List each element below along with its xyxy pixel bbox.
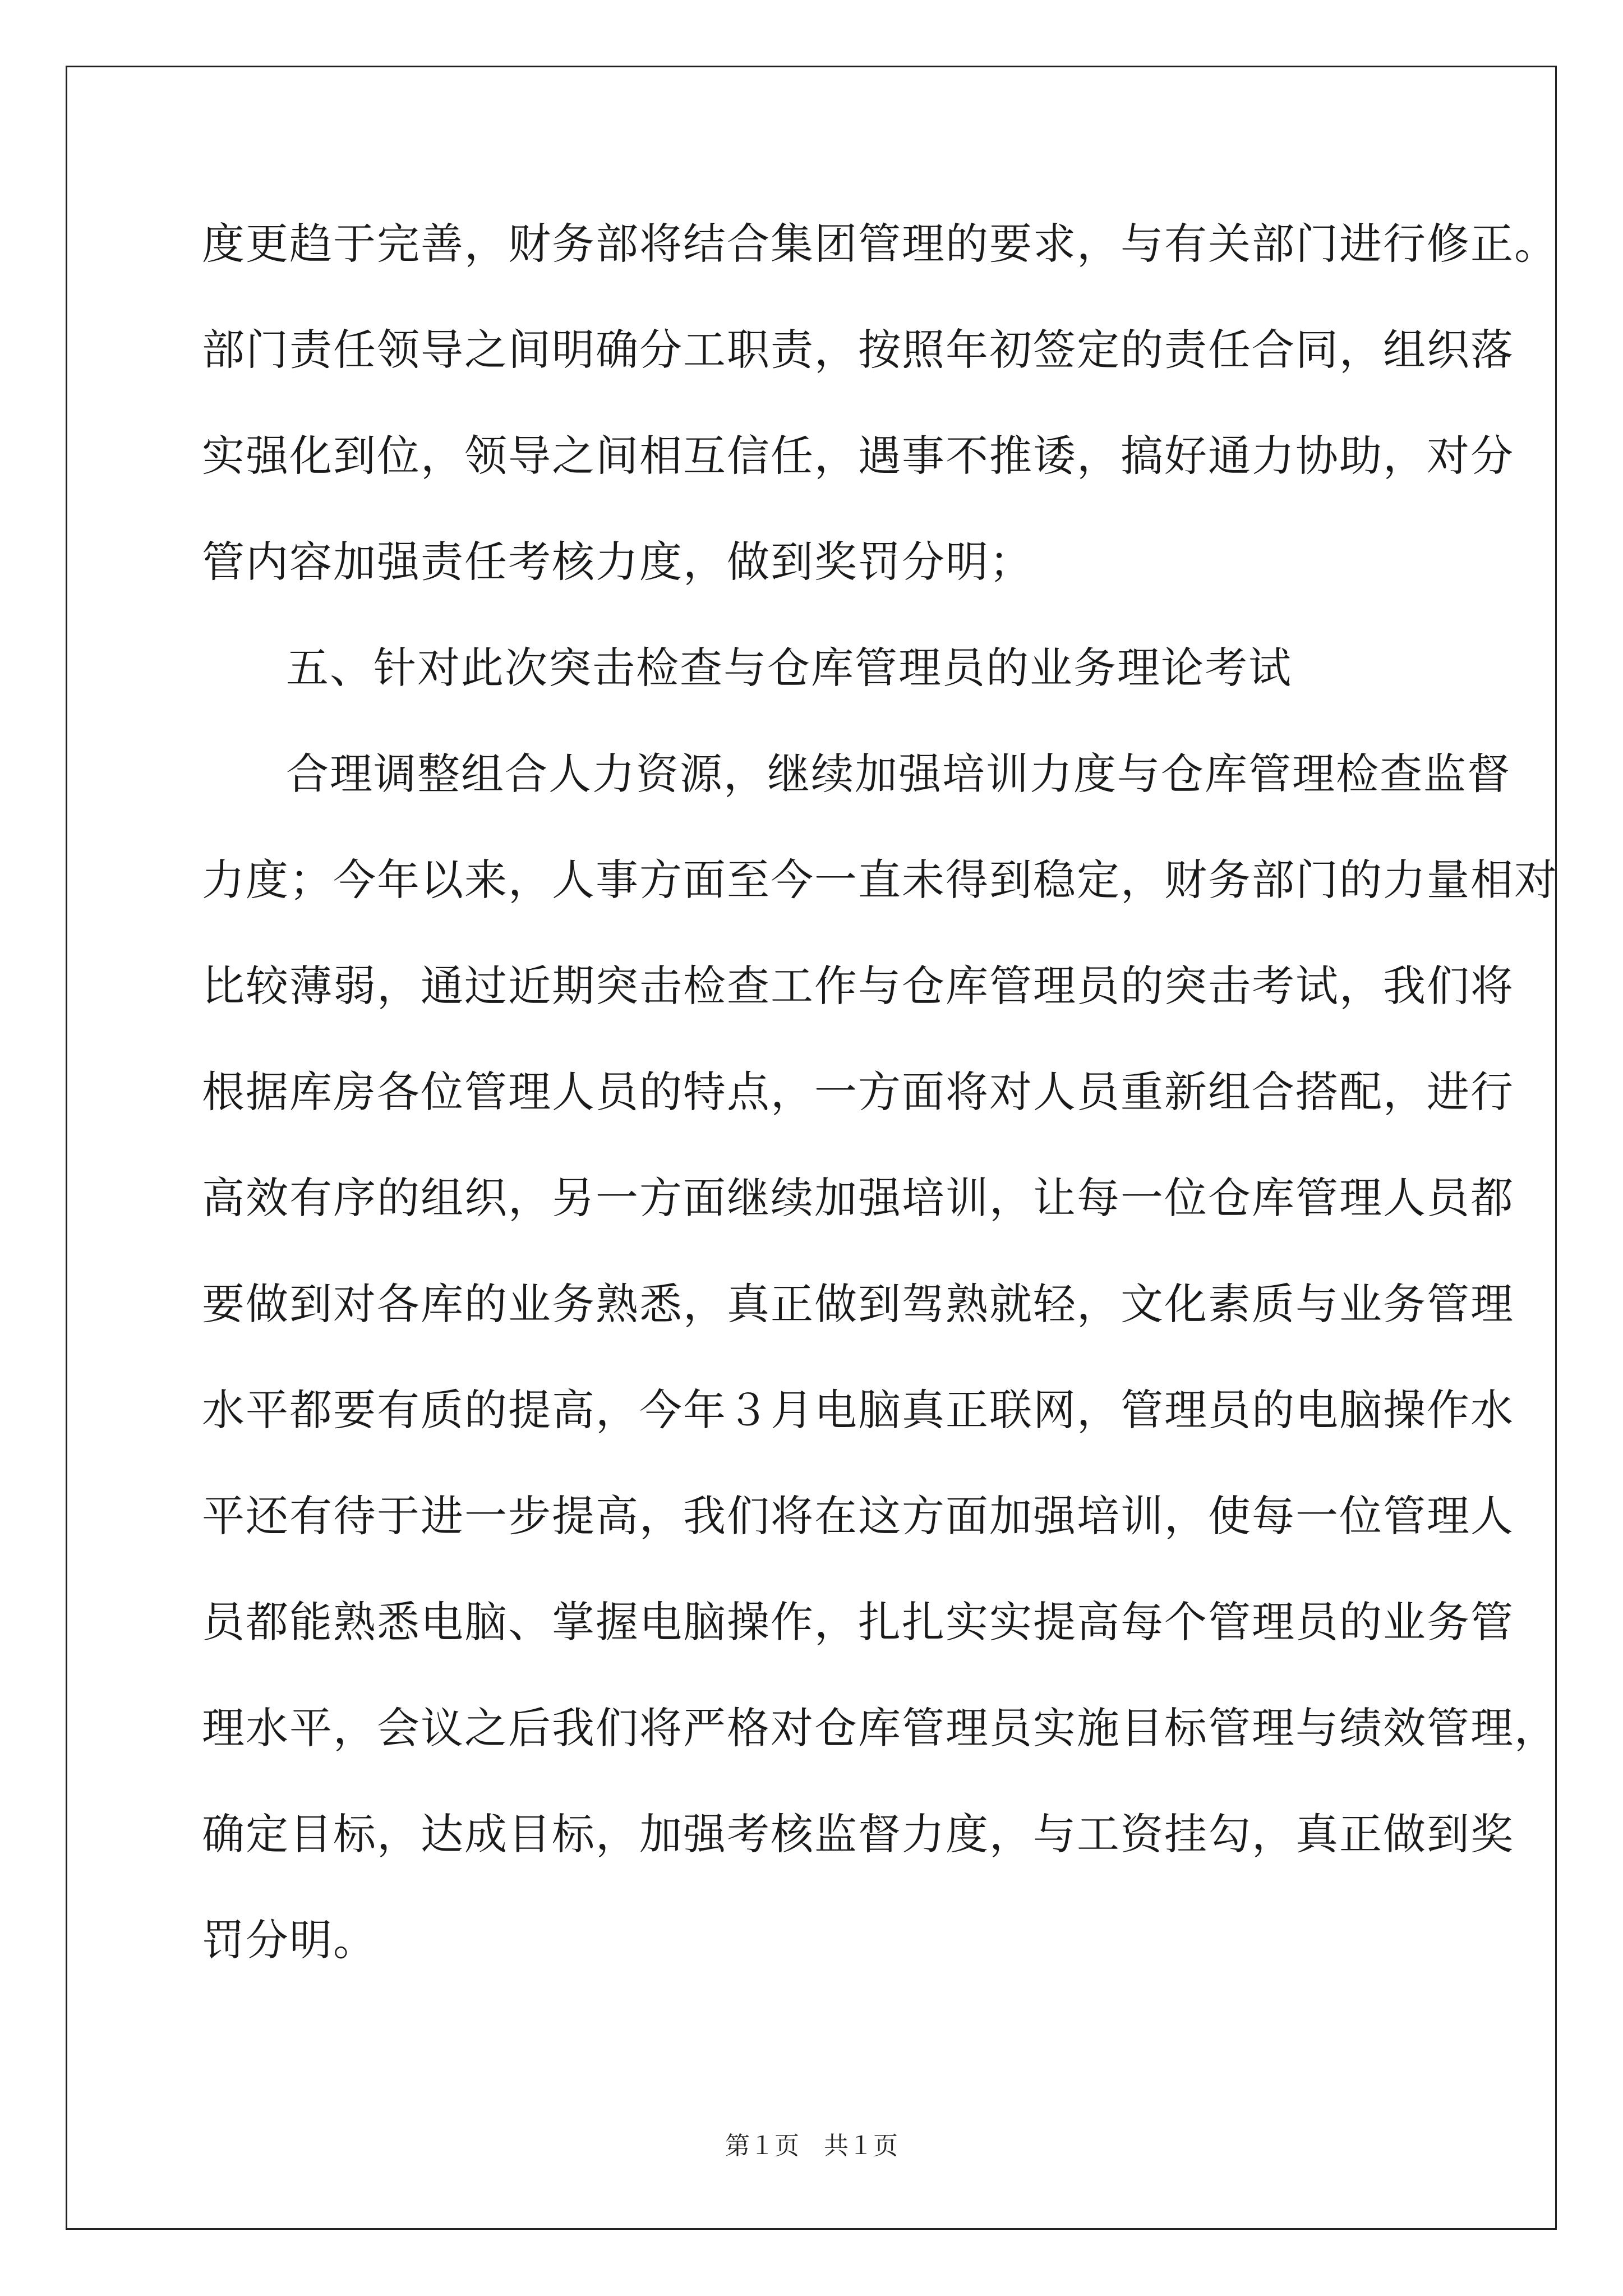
text-line: 员都能熟悉电脑、掌握电脑操作，扎扎实实提高每个管理员的业务管: [202, 1597, 1514, 1647]
text-line: 水平都要有质的提高，今年３月电脑真正联网，管理员的电脑操作水: [202, 1385, 1514, 1435]
text-line: 部门责任领导之间明确分工职责，按照年初签定的责任合同，组织落: [202, 325, 1514, 375]
page-border: [66, 66, 1557, 2230]
section-heading: 五、针对此次突击检查与仓库管理员的业务理论考试: [286, 643, 1292, 693]
page-number-footer: 第１页 共１页: [725, 2132, 898, 2160]
text-line: 实强化到位，领导之间相互信任，遇事不推诿，搞好通力协助，对分: [202, 431, 1514, 481]
text-line: 确定目标，达成目标，加强考核监督力度，与工资挂勾，真正做到奖: [202, 1809, 1514, 1859]
text-line: 高效有序的组织，另一方面继续加强培训，让每一位仓库管理人员都: [202, 1173, 1514, 1223]
text-line: 理水平，会议之后我们将严格对仓库管理员实施目标管理与绩效管理，: [202, 1703, 1558, 1753]
text-line: 根据库房各位管理人员的特点，一方面将对人员重新组合搭配，进行: [202, 1067, 1514, 1117]
text-line: 要做到对各库的业务熟悉，真正做到驾熟就轻，文化素质与业务管理: [202, 1279, 1514, 1329]
text-line: 平还有待于进一步提高，我们将在这方面加强培训，使每一位管理人: [202, 1491, 1514, 1541]
text-line: 力度；今年以来，人事方面至今一直未得到稳定，财务部门的力量相对: [202, 855, 1558, 905]
text-line: 合理调整组合人力资源，继续加强培训力度与仓库管理检查监督: [286, 749, 1511, 799]
text-line: 度更趋于完善，财务部将结合集团管理的要求，与有关部门进行修正。: [202, 219, 1558, 269]
text-line: 罚分明。: [202, 1915, 377, 1965]
text-line: 比较薄弱，通过近期突击检查工作与仓库管理员的突击考试，我们将: [202, 961, 1514, 1011]
text-line: 管内容加强责任考核力度，做到奖罚分明；: [202, 537, 1033, 587]
